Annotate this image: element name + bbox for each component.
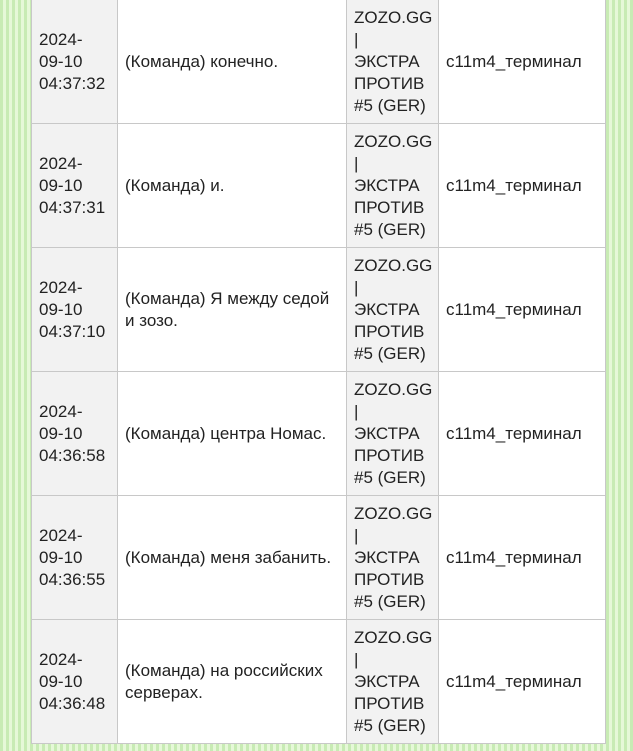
timestamp-date-year: 2024-	[39, 401, 83, 421]
server-name-line4: ПРОТИВ	[354, 445, 425, 465]
server-name-line3: ЭКСТРА	[354, 175, 420, 195]
map-cell: c11m4_терминал	[439, 124, 606, 248]
table-row	[32, 496, 606, 620]
timestamp-date-year: 2024-	[39, 525, 83, 545]
server-name-line4: ПРОТИВ	[354, 569, 425, 589]
server-cell	[347, 496, 439, 620]
map-cell: c11m4_терминал	[439, 496, 606, 620]
server-cell	[347, 620, 439, 744]
timestamp-cell	[32, 0, 118, 124]
timestamp-date-day: 09-10	[39, 671, 83, 691]
timestamp-cell	[32, 496, 118, 620]
server-name-line4: ПРОТИВ	[354, 197, 425, 217]
table-row	[32, 620, 606, 744]
table-row	[32, 0, 606, 124]
timestamp-date-day: 09-10	[39, 51, 83, 71]
timestamp-date-day: 09-10	[39, 175, 83, 195]
server-name-line2: |	[354, 401, 359, 421]
timestamp-date-day: 09-10	[39, 299, 83, 319]
map-cell: c11m4_терминал	[439, 620, 606, 744]
server-name-line4: ПРОТИВ	[354, 693, 425, 713]
timestamp-date-year: 2024-	[39, 29, 83, 49]
timestamp-time: 04:37:32	[39, 73, 106, 93]
server-name-line2: |	[354, 649, 359, 669]
message-cell: (Команда) на российских серверах.	[118, 620, 347, 744]
timestamp-date-year: 2024-	[39, 277, 83, 297]
server-cell	[347, 248, 439, 372]
message-cell: (Команда) конечно.	[118, 0, 347, 124]
server-name-line1: ZOZO.GG	[354, 379, 433, 399]
message-cell: (Команда) центра Номас.	[118, 372, 347, 496]
message-cell: (Команда) меня забанить.	[118, 496, 347, 620]
timestamp-cell	[32, 124, 118, 248]
table-row	[32, 248, 606, 372]
server-name-line5: #5 (GER)	[354, 219, 426, 239]
timestamp-time: 04:37:31	[39, 197, 106, 217]
server-name-line3: ЭКСТРА	[354, 51, 420, 71]
server-name-line1: ZOZO.GG	[354, 627, 433, 647]
server-name-line1: ZOZO.GG	[354, 503, 433, 523]
server-cell	[347, 124, 439, 248]
chat-log-page	[31, 0, 605, 744]
server-name-line2: |	[354, 277, 359, 297]
chat-log-body	[32, 0, 606, 744]
server-name-line2: |	[354, 29, 359, 49]
timestamp-time: 04:36:48	[39, 693, 106, 713]
map-cell: c11m4_терминал	[439, 0, 606, 124]
server-cell	[347, 0, 439, 124]
server-name-line1: ZOZO.GG	[354, 255, 433, 275]
server-name-line2: |	[354, 525, 359, 545]
timestamp-date-day: 09-10	[39, 423, 83, 443]
table-row	[32, 372, 606, 496]
server-name-line4: ПРОТИВ	[354, 321, 425, 341]
message-cell: (Команда) и.	[118, 124, 347, 248]
timestamp-cell	[32, 620, 118, 744]
timestamp-cell	[32, 372, 118, 496]
timestamp-time: 04:36:58	[39, 445, 106, 465]
timestamp-date-year: 2024-	[39, 153, 83, 173]
timestamp-time: 04:36:55	[39, 569, 106, 589]
server-name-line3: ЭКСТРА	[354, 423, 420, 443]
server-name-line4: ПРОТИВ	[354, 73, 425, 93]
server-name-line2: |	[354, 153, 359, 173]
timestamp-date-day: 09-10	[39, 547, 83, 567]
server-name-line1: ZOZO.GG	[354, 7, 433, 27]
timestamp-time: 04:37:10	[39, 321, 106, 341]
server-name-line3: ЭКСТРА	[354, 547, 420, 567]
message-cell: (Команда) Я между седой и зозо.	[118, 248, 347, 372]
server-name-line1: ZOZO.GG	[354, 131, 433, 151]
server-name-line3: ЭКСТРА	[354, 299, 420, 319]
server-name-line3: ЭКСТРА	[354, 671, 420, 691]
server-name-line5: #5 (GER)	[354, 591, 426, 611]
map-cell: c11m4_терминал	[439, 372, 606, 496]
timestamp-date-year: 2024-	[39, 649, 83, 669]
table-row	[32, 124, 606, 248]
server-name-line5: #5 (GER)	[354, 715, 426, 735]
server-name-line5: #5 (GER)	[354, 95, 426, 115]
timestamp-cell	[32, 248, 118, 372]
server-cell	[347, 372, 439, 496]
chat-log-table	[31, 0, 606, 744]
map-cell: c11m4_терминал	[439, 248, 606, 372]
server-name-line5: #5 (GER)	[354, 467, 426, 487]
server-name-line5: #5 (GER)	[354, 343, 426, 363]
